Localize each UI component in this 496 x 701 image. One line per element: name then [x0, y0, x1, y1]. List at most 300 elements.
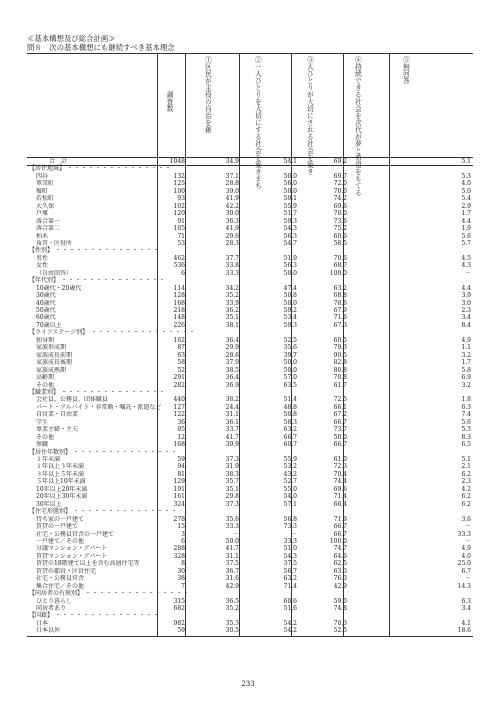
header-col1: ①区民が主役の自治を創 — [203, 56, 212, 133]
body-col-divider-4 — [343, 157, 344, 636]
cell-value: 42.9 — [333, 582, 347, 590]
table-row — [27, 545, 473, 552]
cell-value: 6.3 — [461, 403, 471, 411]
cell-value: 61.7 — [333, 381, 347, 389]
table-row — [27, 300, 473, 307]
cell-value: 3.2 — [461, 381, 471, 389]
cell-value: 82.8 — [333, 359, 347, 367]
cell-value: 1.7 — [461, 210, 471, 218]
table-row — [27, 531, 473, 538]
cell-count: 71 — [177, 232, 185, 240]
cell-count: 63 — [177, 351, 185, 359]
table-row — [27, 568, 473, 575]
cell-count: 100 — [173, 187, 185, 195]
category-row — [27, 590, 473, 597]
cell-value: 50.8 — [283, 411, 297, 419]
table-row — [27, 516, 473, 523]
table-row — [27, 210, 473, 217]
row-label: 【住宅形態別】 — [29, 508, 72, 516]
row-label: 分譲マンション・アパート — [36, 545, 108, 553]
cell-count: 105 — [173, 225, 185, 233]
cell-count: 1048 — [169, 158, 185, 165]
table-row — [27, 352, 473, 359]
row-label: 四谷 — [36, 172, 49, 180]
cell-value: 54.0 — [283, 493, 297, 501]
cell-value: 50.0 — [283, 187, 297, 195]
total-row-border — [27, 165, 473, 166]
col-divider-3 — [291, 53, 292, 157]
cell-value: 6.5 — [461, 441, 471, 449]
cell-value: 52.5 — [283, 336, 297, 344]
leader-dots: ・・・・・・・・・・・・・・・ — [73, 448, 179, 456]
table-row — [27, 314, 473, 321]
cell-value: 36.4 — [225, 374, 239, 382]
cell-value: 52.5 — [333, 627, 347, 635]
cell-value: 1.9 — [461, 225, 471, 233]
row-label: その他 — [36, 381, 55, 389]
row-label: ３年以上５年未満 — [36, 470, 85, 478]
table-row — [27, 240, 473, 247]
cell-count: 226 — [173, 321, 185, 329]
row-label: 10年以上20年未満 — [36, 485, 88, 493]
cell-value: 5.4 — [461, 195, 471, 203]
table-row — [27, 180, 473, 187]
row-label: 家族成長前期 — [36, 351, 73, 359]
cell-value: 58.3 — [283, 418, 297, 426]
cell-value: 67.2 — [333, 411, 347, 419]
cell-value: 60.7 — [283, 441, 297, 449]
table-row — [27, 203, 473, 210]
cell-count: 462 — [173, 254, 185, 262]
row-label: 日本 — [36, 619, 49, 627]
cell-value: 35.7 — [225, 478, 239, 486]
cell-value: 4.5 — [461, 254, 471, 262]
cell-value: 58.5 — [333, 239, 347, 247]
cell-value: 42.9 — [225, 582, 239, 590]
table-row — [27, 173, 473, 180]
table-row — [27, 337, 473, 344]
table-row — [27, 195, 473, 202]
table-row — [27, 486, 473, 493]
cell-value: 41.7 — [225, 433, 239, 441]
table-row — [27, 411, 473, 418]
cell-count: 6 — [181, 537, 185, 545]
cell-value: 30.5 — [225, 627, 239, 635]
cell-value: 100.0 — [329, 537, 347, 545]
row-label: 社宅・公務員官舎の一戸建て — [36, 530, 115, 538]
cell-value: 70.4 — [333, 470, 347, 478]
cell-value: 31.6 — [225, 575, 239, 583]
cell-value: 37.5 — [225, 560, 239, 568]
cell-count: 12 — [177, 433, 185, 441]
cell-value: 35.6 — [225, 515, 239, 523]
cell-value: 70.3 — [333, 619, 347, 627]
table-row — [27, 255, 473, 262]
table-row — [27, 463, 473, 470]
cell-value: 37.5 — [283, 560, 297, 568]
cell-count: 218 — [173, 307, 185, 314]
table-bottom-border — [27, 636, 473, 637]
cell-value: 5.0 — [461, 187, 471, 195]
cell-count: 148 — [173, 314, 185, 322]
cell-value: 74.2 — [333, 195, 347, 203]
cell-count: 536 — [173, 262, 185, 270]
cell-value: 38.2 — [225, 396, 239, 404]
cell-value: 73.3 — [283, 523, 297, 531]
leader-dots: ・・・・・・・・・・・・・・・ — [61, 388, 167, 396]
table-row — [27, 605, 473, 612]
cell-value: 70.6 — [333, 254, 347, 262]
table-row — [27, 225, 473, 232]
cell-value: 79.3 — [333, 344, 347, 352]
cell-count: 95 — [177, 426, 185, 434]
cell-value: 53.4 — [283, 314, 297, 322]
cell-value: 31.1 — [225, 411, 239, 419]
cell-count: 282 — [173, 381, 185, 389]
cell-value: － — [464, 537, 471, 545]
row-label: 20年以上30年未満 — [36, 493, 88, 501]
cell-count: 161 — [173, 493, 185, 501]
cell-value: 51.4 — [283, 396, 297, 404]
cell-count: 36 — [177, 418, 185, 426]
category-row — [27, 277, 473, 284]
row-label: ５年以上10年未満 — [36, 478, 86, 486]
cell-value: － — [464, 575, 471, 583]
row-label: 【同居者の有無別】 — [29, 590, 84, 598]
table-row — [27, 583, 473, 590]
cell-value: 51.9 — [283, 254, 297, 262]
cell-value: 6.2 — [461, 470, 471, 478]
cell-value: 69.6 — [333, 202, 347, 210]
body-col-divider-3 — [291, 157, 292, 636]
cell-value: 70.8 — [333, 374, 347, 382]
cell-count: 324 — [173, 500, 185, 508]
cell-value: 50.0 — [333, 433, 347, 441]
cell-value: 8.4 — [461, 321, 471, 329]
cell-value: 67.9 — [333, 307, 347, 314]
cell-value: 33.3 — [457, 530, 471, 538]
cell-count: 291 — [173, 374, 185, 382]
row-label: 賃貸マンション・アパート — [36, 552, 108, 560]
cell-value: 33.3 — [283, 537, 297, 545]
cell-value: 38.5 — [225, 366, 239, 374]
cell-value: 71.4 — [333, 493, 347, 501]
cell-value: 35.2 — [225, 605, 239, 612]
row-label: 角筈・区役所 — [36, 239, 73, 247]
cell-value: 59.3 — [283, 321, 297, 329]
table-row — [27, 598, 473, 605]
leader-dots: ・・・・・・・・・・・・・・・ — [91, 329, 197, 337]
cell-value: 57.1 — [283, 500, 297, 508]
cell-value: 33.3 — [225, 523, 239, 531]
row-label: 戸塚 — [36, 210, 49, 218]
cell-count: 315 — [173, 597, 185, 605]
cell-value: 67.3 — [333, 321, 347, 329]
cell-value: 6.2 — [461, 493, 471, 501]
cell-value: 54.2 — [283, 627, 297, 635]
cell-value: 33.9 — [225, 299, 239, 307]
table-row — [27, 307, 473, 314]
cell-value: 50.0 — [283, 359, 297, 367]
cell-value: － — [232, 530, 239, 538]
table-row — [27, 471, 473, 478]
cell-value: 5.3 — [461, 426, 471, 434]
cell-value: 3.6 — [461, 515, 471, 523]
cell-value: 66.7 — [283, 433, 297, 441]
cell-value: 74.7 — [333, 545, 347, 553]
row-label: 60歳代 — [36, 314, 56, 322]
row-label: 箪笥町 — [36, 180, 55, 188]
table-row — [27, 285, 473, 292]
row-label: 男性 — [36, 254, 49, 262]
body-col-divider-5 — [389, 157, 390, 636]
col-divider-count — [157, 53, 158, 157]
cell-value: 25.0 — [457, 560, 471, 568]
cell-value: 30.0 — [225, 210, 239, 218]
cell-value: 31.1 — [225, 552, 239, 560]
table-row — [27, 560, 473, 567]
cell-value: 33.7 — [225, 426, 239, 434]
cell-value: 60.5 — [333, 336, 347, 344]
cell-value: 36.2 — [225, 307, 239, 314]
cell-value: 35.1 — [225, 485, 239, 493]
cell-value: 5.6 — [461, 232, 471, 240]
cell-count: 53 — [177, 239, 185, 247]
table-row — [27, 627, 473, 634]
cell-count: 30 — [177, 567, 185, 575]
body-col-divider-count — [157, 157, 158, 636]
row-label: 専業主婦・主夫 — [36, 426, 79, 434]
cell-value: 56.3 — [283, 262, 297, 270]
cell-count: 52 — [177, 366, 185, 374]
row-label: 落合第二 — [36, 225, 61, 233]
cell-value: 63.3 — [333, 567, 347, 575]
cell-value: 66.1 — [333, 403, 347, 411]
leader-dots: ・・・・・・・・・・・・・・・ — [55, 247, 161, 255]
cell-count: 58 — [177, 359, 185, 367]
cell-value: 2.3 — [461, 478, 471, 486]
cell-count: 125 — [173, 180, 185, 188]
cell-value: 53.2 — [283, 463, 297, 471]
cell-value: 33.8 — [225, 262, 239, 270]
table-row — [27, 344, 473, 351]
cell-value: 3.4 — [461, 314, 471, 322]
cell-value: 31.9 — [225, 463, 239, 471]
row-label: 賃貸の都営・区営住宅 — [36, 567, 97, 575]
table-row — [27, 382, 473, 389]
row-label: 無職 — [36, 441, 49, 449]
cell-value: 69.7 — [333, 172, 347, 180]
leader-dots: ・・・・・・・・・・・・・・・ — [61, 277, 167, 285]
category-row — [27, 612, 473, 619]
cell-count: 91 — [177, 217, 185, 225]
cell-value: 54.2 — [283, 619, 297, 627]
cell-value: 55.0 — [283, 485, 297, 493]
col-divider-1 — [185, 53, 186, 157]
cell-value: 43.2 — [283, 470, 297, 478]
page-number: 233 — [241, 680, 255, 688]
row-label: （自由回答） — [36, 269, 73, 277]
cell-count: 59 — [177, 627, 185, 635]
category-row — [27, 508, 473, 515]
cell-value: 52.7 — [283, 478, 297, 486]
cell-value: 59.0 — [333, 597, 347, 605]
row-label: 女性 — [36, 262, 49, 270]
row-label: 10歳代・20歳代 — [36, 284, 82, 292]
table-row — [27, 441, 473, 448]
cell-value: － — [464, 523, 471, 531]
cell-value: 90.5 — [333, 351, 347, 359]
cell-value: 2.3 — [461, 307, 471, 314]
cell-value: 41.9 — [225, 195, 239, 203]
cell-value: 74.4 — [333, 478, 347, 486]
cell-value: 35.6 — [283, 344, 297, 352]
cell-value: － — [290, 530, 297, 538]
cell-value: 50.0 — [283, 269, 297, 277]
header-count: 調査数 — [165, 91, 173, 113]
cell-value: 56.3 — [283, 232, 297, 240]
cell-value: 64.6 — [333, 552, 347, 560]
cell-count: 122 — [173, 411, 185, 419]
cell-value: 5.1 — [461, 158, 471, 165]
cell-value: 4.2 — [461, 485, 471, 493]
row-label: 落合第一 — [36, 217, 61, 225]
cell-value: 1.1 — [461, 344, 471, 352]
table-row — [27, 396, 473, 403]
cell-value: 3.2 — [461, 351, 471, 359]
table-row — [27, 501, 473, 508]
leader-dots: ・・・・・・・・・・・・・・・ — [55, 612, 161, 620]
cell-count: 191 — [173, 485, 185, 493]
cell-value: 60.6 — [333, 232, 347, 240]
category-row — [27, 389, 473, 396]
cell-value: 71.6 — [333, 314, 347, 322]
cell-value: 29.9 — [225, 344, 239, 352]
cell-value: 28.3 — [225, 239, 239, 247]
cell-value: 42.2 — [225, 202, 239, 210]
table-row — [27, 620, 473, 627]
row-label: 集合住宅／その他 — [36, 582, 85, 590]
cell-value: 34.9 — [225, 158, 239, 165]
cell-count: 59 — [177, 456, 185, 463]
table-top-border — [27, 53, 473, 54]
cell-value: 29.6 — [225, 232, 239, 240]
cell-value: 66.7 — [333, 441, 347, 449]
row-label: 榎町 — [36, 187, 49, 195]
cell-value: 37.3 — [225, 456, 239, 463]
row-label: 大久保 — [36, 202, 55, 210]
cell-value: 37.9 — [225, 359, 239, 367]
cell-value: 72.3 — [333, 463, 347, 471]
cell-value: 1.8 — [461, 396, 471, 404]
cell-value: 70.0 — [333, 187, 347, 195]
cell-value: 29.8 — [225, 493, 239, 501]
cell-value: 56.7 — [283, 567, 297, 575]
table-row — [27, 322, 473, 329]
cell-value: 38.3 — [225, 470, 239, 478]
header-col5: ⑤無回答 — [401, 56, 410, 84]
cell-value: 59.3 — [283, 217, 297, 225]
table-row — [27, 575, 473, 582]
cell-value: 68.8 — [333, 292, 347, 300]
cell-value: 63.2 — [283, 426, 297, 434]
cell-value: 6.2 — [461, 500, 471, 508]
cell-value: 5.8 — [461, 366, 471, 374]
cell-value: 48.8 — [283, 403, 297, 411]
cell-value: 71.9 — [333, 515, 347, 523]
cell-value: 39.0 — [225, 187, 239, 195]
cell-value: 69.6 — [333, 485, 347, 493]
cell-value: 7.4 — [461, 411, 471, 419]
table-row — [27, 456, 473, 463]
cell-count: 127 — [173, 403, 185, 411]
table-row — [27, 404, 473, 411]
cell-value: 62.5 — [333, 560, 347, 568]
cell-value: 72.5 — [333, 396, 347, 404]
row-label: 合 計 — [49, 158, 68, 165]
cell-value: 76.3 — [333, 575, 347, 583]
cell-value: 6.7 — [461, 567, 471, 575]
row-label: 日本以外 — [36, 627, 61, 635]
header-col2: ②一人ひとりを大切にする社会を築きまち — [253, 56, 262, 189]
cell-value: 8.3 — [461, 433, 471, 441]
row-label: 30歳代 — [36, 292, 56, 300]
cell-value: 61.0 — [333, 456, 347, 463]
cell-count: 6 — [181, 269, 185, 277]
row-label: 一戸建て／その他 — [36, 537, 85, 545]
table-row — [27, 359, 473, 366]
row-label: 学生 — [36, 418, 49, 426]
cell-value: 100.0 — [329, 269, 347, 277]
cell-value: 47.4 — [283, 284, 297, 292]
row-label: 【年代別】 — [29, 277, 60, 285]
cell-value: 5.7 — [461, 239, 471, 247]
table-row — [27, 553, 473, 560]
cell-value: 2.9 — [461, 202, 471, 210]
cell-value: 41.7 — [225, 545, 239, 553]
cell-count: 128 — [173, 292, 185, 300]
table-row — [27, 434, 473, 441]
cell-value: 50.8 — [283, 292, 297, 300]
row-label: 【国籍】 — [29, 612, 54, 620]
category-row — [27, 165, 473, 172]
cell-value: 37.3 — [225, 500, 239, 508]
row-label: 40歳代 — [36, 299, 56, 307]
cell-value: 59.1 — [283, 195, 297, 203]
category-row — [27, 449, 473, 456]
cell-value: 1.7 — [461, 359, 471, 367]
cell-value: 33.3 — [225, 269, 239, 277]
cell-value: 14.3 — [457, 582, 471, 590]
row-label: 賃貸の18階建て以上を含む高層住宅等 — [36, 560, 140, 568]
cell-value: 39.9 — [225, 441, 239, 449]
row-label: パート・アルバイト・非常勤・嘱託・派遣など — [36, 403, 162, 411]
row-label: 【居住地域】 — [29, 165, 66, 173]
cell-value: 71.4 — [283, 582, 297, 590]
cell-value: 5.3 — [461, 172, 471, 180]
body-col-divider-1 — [185, 157, 186, 636]
cell-value: 50.0 — [283, 172, 297, 180]
cell-value: 57.0 — [283, 374, 297, 382]
cell-value: 73.6 — [333, 217, 347, 225]
leader-dots: ・・・・・・・・・・・・・・・ — [73, 508, 179, 516]
row-label: 70歳以上 — [36, 321, 62, 329]
cell-count: 278 — [173, 515, 185, 523]
results-table — [27, 53, 473, 701]
cell-value: 36.3 — [225, 217, 239, 225]
cell-value: 54.1 — [283, 158, 297, 165]
cell-value: 3.9 — [461, 292, 471, 300]
